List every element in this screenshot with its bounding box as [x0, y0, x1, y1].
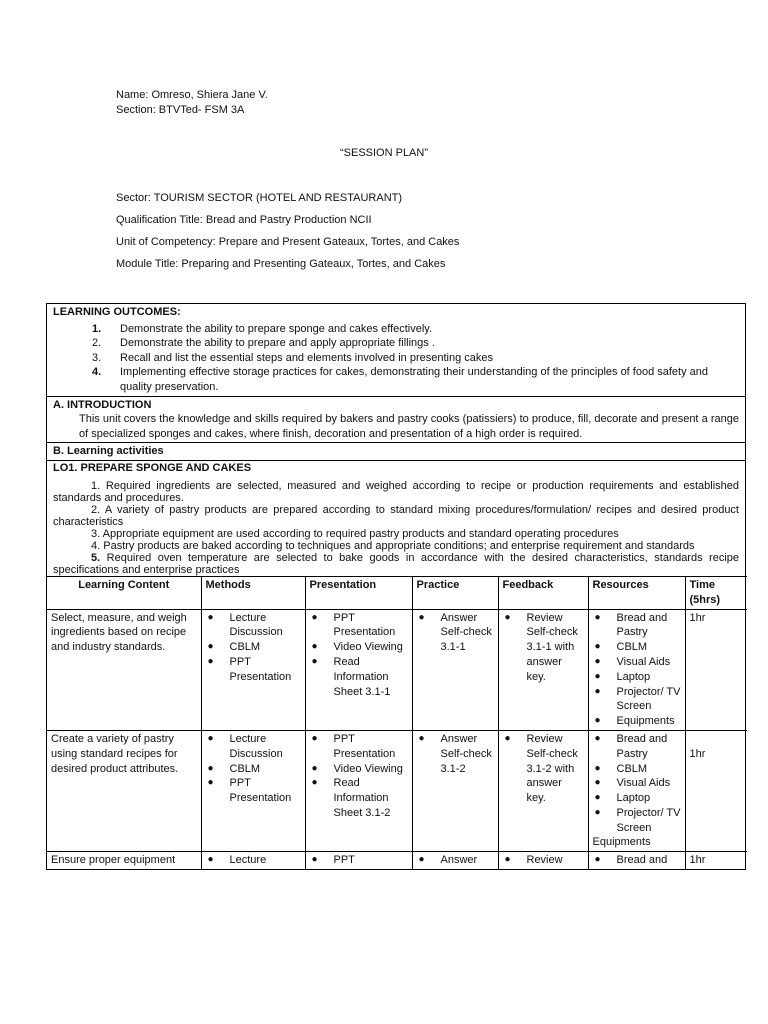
methods-cell: ● Lecture Discussion ● CBLM ● PPT Presentation: [201, 609, 305, 730]
criterion-item: 1. Required ingredients are selected, measured and weighed according to recipe or production requirements and established standards and procedures.: [53, 479, 739, 504]
table-row: [47, 609, 747, 730]
column-header: Resources: [588, 576, 685, 609]
criterion-item: 2. A variety of pastry products are prepared according to standard mixing procedures/formulation/ recipes and desired product characteristics: [53, 503, 739, 528]
feedback-cell: ● Review Self-check 3.1-1 with answer key.: [498, 609, 588, 730]
feedback-cell: ● Review Self-check 3.1-2 with answer key.: [498, 730, 588, 851]
table-header-row: [47, 576, 747, 609]
criterion-item: 5. Required oven temperature are selected to bake goods in accordance with the desired characteristics, standards recipe specifications and enterprise practices: [53, 551, 739, 576]
table-row: [47, 852, 747, 869]
session-plan-box: [46, 303, 746, 870]
practice-cell: ● Answer Self-check 3.1-2: [412, 730, 498, 851]
unit-line: Unit of Competency: Prepare and Present Gateaux, Tortes, and Cakes: [116, 236, 460, 248]
student-section: Section: BTVTed- FSM 3A: [116, 104, 245, 116]
criterion-item: 3. Appropriate equipment are used according to required pastry products and standard operating procedures: [91, 527, 619, 540]
learning-content-cell: Create a variety of pastry using standard recipes for desired product attributes.: [47, 730, 201, 851]
learning-content-cell: Select, measure, and weigh ingredients based on recipe and industry standards.: [47, 609, 201, 730]
time-cell: 1hr: [685, 609, 747, 730]
presentation-cell: ● PPT: [305, 852, 412, 869]
activities-table: [47, 576, 747, 869]
module-line: Module Title: Preparing and Presenting Gateaux, Tortes, and Cakes: [116, 258, 446, 270]
learning-content-cell: Ensure proper equipment: [47, 852, 201, 869]
lo1-section: [47, 461, 745, 576]
learning-outcomes-heading: LEARNING OUTCOMES:: [53, 306, 181, 318]
resources-cell: ● Bread and Pastry ● CBLM ● Visual Aids ● Laptop ● Projector/ TV Screen ● Equipments: [588, 609, 685, 730]
learning-outcome-item: 2. Demonstrate the ability to prepare and apply appropriate fillings .: [92, 337, 435, 350]
document-title: “SESSION PLAN”: [339, 147, 429, 159]
column-header: Presentation: [305, 576, 412, 609]
student-name: Name: Omreso, Shiera Jane V.: [116, 89, 268, 101]
table-row: [47, 730, 747, 851]
qualification-line: Qualification Title: Bread and Pastry Production NCII: [116, 214, 372, 226]
presentation-cell: ● PPT Presentation ● Video Viewing ● Read Information Sheet 3.1-2: [305, 730, 412, 851]
methods-cell: ● Lecture: [201, 852, 305, 869]
column-header: Learning Content: [47, 576, 201, 609]
introduction-text: This unit covers the knowledge and skills required by bakers and pastry cooks (patissiers) to produce, fill, decorate and present a range of specialized sponges and cakes, where finish, decoration and presentation of a high order is required.: [79, 413, 739, 440]
resources-cell: ● Bread and: [588, 852, 685, 869]
presentation-cell: ● PPT Presentation ● Video Viewing ● Read Information Sheet 3.1-1: [305, 609, 412, 730]
learning-outcomes-section: [47, 304, 745, 397]
column-header: Feedback: [498, 576, 588, 609]
learning-outcome-item: 1. Demonstrate the ability to prepare sponge and cakes effectively.: [92, 322, 433, 335]
introduction-heading: A. INTRODUCTION: [53, 398, 152, 411]
learning-activities-heading: B. Learning activities: [47, 443, 745, 461]
learning-outcomes-list: [53, 322, 739, 395]
resources-cell: ● Bread and Pastry ● CBLM ● Visual Aids ● Laptop ● Projector/ TV Screen Equipments: [588, 730, 685, 851]
sector-line: Sector: TOURISM SECTOR (HOTEL AND RESTAURANT): [116, 192, 403, 204]
time-cell: 1hr: [685, 852, 747, 869]
lo1-heading: LO1. PREPARE SPONGE AND CAKES: [53, 461, 252, 474]
learning-outcome-item: 3. Recall and list the essential steps and elements involved in presenting cakes: [92, 351, 493, 364]
column-header: Practice: [412, 576, 498, 609]
practice-cell: ● Answer: [412, 852, 498, 869]
criterion-item: 4. Pastry products are baked according to techniques and appropriate conditions; and enterprise requirement and standards: [91, 539, 695, 552]
practice-cell: ● Answer Self-check 3.1-1: [412, 609, 498, 730]
learning-outcome-item: 4. Implementing effective storage practices for cakes, demonstrating their understanding of the principles of food safety and quality preservation.: [92, 366, 709, 393]
column-header: Methods: [201, 576, 305, 609]
feedback-cell: ● Review: [498, 852, 588, 869]
introduction-section: [47, 397, 745, 444]
time-cell: 1hr: [685, 730, 747, 851]
column-header: Time (5hrs): [685, 576, 747, 609]
methods-cell: ● Lecture Discussion ● CBLM ● PPT Presentation: [201, 730, 305, 851]
